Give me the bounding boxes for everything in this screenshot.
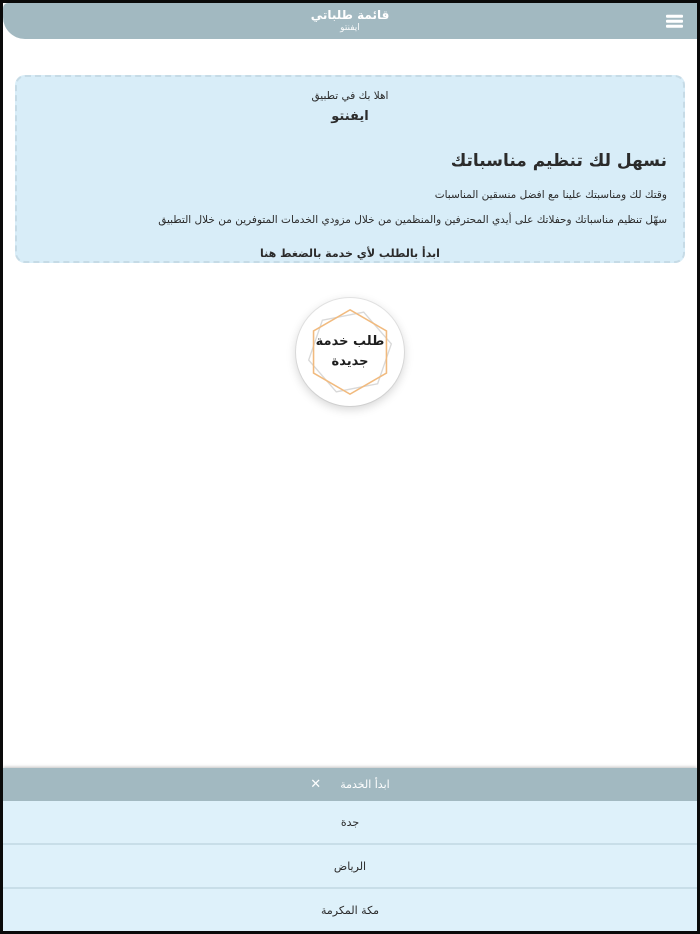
- city-item-jeddah[interactable]: جدة: [3, 801, 697, 845]
- new-request-label-line1: طلب خدمة: [315, 333, 385, 349]
- welcome-intro-text: اهلا بك في تطبيق: [311, 90, 389, 102]
- hamburger-menu-icon[interactable]: [663, 12, 686, 31]
- city-item-makkah[interactable]: مكة المكرمة: [3, 889, 697, 931]
- welcome-paragraph-2: سهّل تنظيم مناسباتك وحفلاتك على أيدي المحترفين والمنظمين من خلال مزودي الخدمات المتوفرين من خلال التطبيق: [158, 214, 667, 226]
- page-title: قائمة طلباتي: [310, 8, 390, 23]
- bottom-sheet-title: ابدأ الخدمة: [340, 778, 390, 791]
- close-icon[interactable]: ✕: [310, 777, 322, 792]
- welcome-heading: نسهل لك تنظيم مناسباتك: [450, 151, 667, 171]
- app-name-subtitle: ايفنتو: [340, 23, 360, 34]
- app-bar: [3, 3, 697, 39]
- bottom-sheet-header: [3, 768, 697, 801]
- welcome-cta-text: ابدأ بالطلب لأي خدمة بالضغط هنا: [260, 247, 440, 260]
- welcome-app-name: ايفنتو: [331, 109, 369, 124]
- welcome-paragraph-1: وقتك لك ومناسبتك علينا مع افضل منسقين المناسبات: [434, 189, 667, 201]
- new-service-request-button[interactable]: [296, 298, 404, 406]
- city-item-riyadh[interactable]: الرياض: [3, 845, 697, 889]
- welcome-box: [15, 75, 685, 263]
- new-request-label-line2: جديدة: [331, 354, 369, 369]
- new-service-request-label: [296, 298, 404, 406]
- city-picker-bottom-sheet: [3, 768, 697, 931]
